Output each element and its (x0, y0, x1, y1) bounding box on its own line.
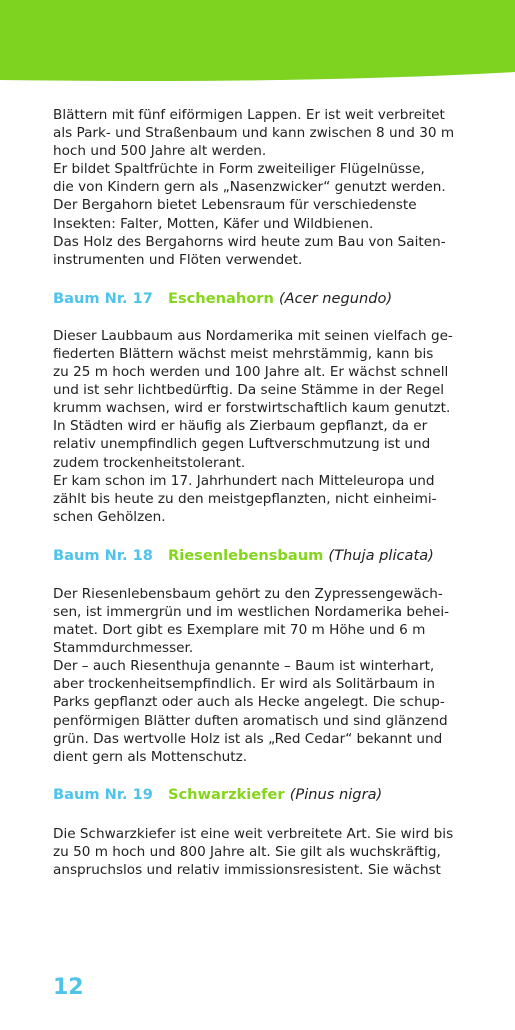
tree-latin-name: (Thuja plicata) (328, 546, 434, 564)
section-text-18: Der Riesenlebensbaum gehört zu den Zypressengewäch- sen, ist immergrün und im westlichen Nordamerika behei- matet. Dort gibt es Exemplare mit 70 m Höhe und 6 m Stammdurchmesser. Der – auch Riesenthuja genannte – Baum ist winterhart, aber trockenheitsempfindlich. Er wird als Solitärbaum in Parks gepflanzt oder auch als Hecke angelegt. Die schup- penförmigen Blätter duften aromatisch und sind glänzend grün. Das wertvolle Holz ist als „Red Cedar“ bekannt und dient gern als Mottenschutz. (53, 585, 450, 765)
section-text-19: Die Schwarzkiefer ist eine weit verbreitete Art. Sie wird bis zu 50 m hoch und 800 Jahre alt. Sie gilt als wuchskräftig, anspruchslos und relativ immissionsresistent. Sie wächst (53, 825, 454, 878)
tree-name: Eschenahorn (168, 289, 274, 307)
section-heading-17 (53, 289, 478, 309)
tree-name: Riesenlebensbaum (168, 546, 324, 564)
section-heading-19 (53, 785, 478, 805)
section-heading-18 (53, 546, 478, 566)
tree-latin-name: (Pinus nigra) (289, 785, 383, 803)
intro-paragraph: Blättern mit fünf eiförmigen Lappen. Er ist weit verbreitet als Park- und Straßenbaum und kann zwischen 8 und 30 m hoch und 500 Jahre alt werden. Er bildet Spaltfrüchte in Form zweiteiliger Flügelnüsse, die von Kindern gern als „Nasenzwicker“ genutzt werden. Der Bergahorn bietet Lebensraum für verschiedenste Insekten: Falter, Motten, Käfer und Wildbienen. Das Holz des Bergahorns wird heute zum Bau von Saiten- instrumenten und Flöten verwendet. (53, 107, 455, 268)
green-header-band (0, 0, 515, 90)
tree-number: Baum Nr. 17 (53, 289, 153, 307)
tree-number: Baum Nr. 18 (53, 546, 153, 564)
tree-latin-name: (Acer negundo) (278, 289, 393, 307)
tree-number: Baum Nr. 19 (53, 785, 153, 803)
page-number: 12 (53, 975, 84, 1000)
section-text-17: Dieser Laubbaum aus Nordamerika mit seinen vielfach ge- fiederten Blättern wächst meist mehrstämmig, kann bis zu 25 m hoch werden und 100 Jahre alt. Er wächst schnell und ist sehr lichtbedürftig. Da seine Stämme in der Regel krumm wachsen, wird er forstwirtschaftlich kaum genutzt. In Städten wird er häufig als Zierbaum gepflanzt, da er relativ unempfindlich gegen Luftverschmutzung ist und zudem trockenheitstolerant. Er kam schon im 17. Jahrhundert nach Mitteleuropa und zählt bis heute zu den meistgepflanzten, nicht einheimi- schen Gehölzen. (53, 327, 453, 525)
document-body (53, 106, 478, 879)
tree-name: Schwarzkiefer (168, 785, 285, 803)
